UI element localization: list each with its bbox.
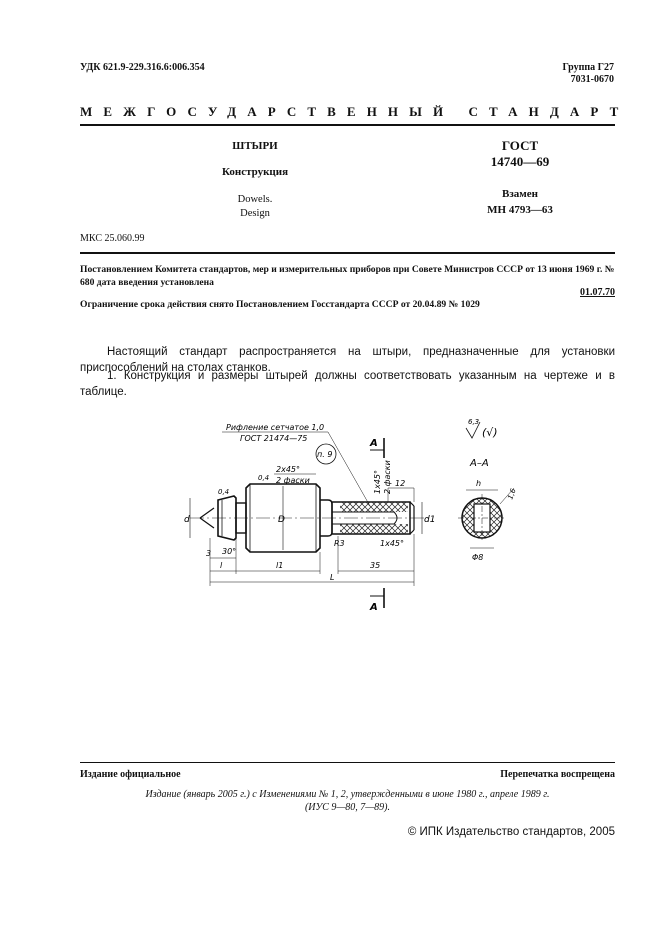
title-rule xyxy=(80,252,615,254)
title-english-1: Dowels. xyxy=(237,194,273,205)
group-code: Группа Г27 xyxy=(562,62,614,73)
dim-R3: R3 xyxy=(334,539,345,548)
knurl-note: Рифление сетчатое 1,0 xyxy=(226,423,325,432)
dim-d1: d1 xyxy=(424,515,436,525)
knurl-bottom xyxy=(340,524,408,534)
dim-l1: l1 xyxy=(276,561,284,570)
page-title: ШТЫРИ xyxy=(232,140,278,152)
footer-rule xyxy=(80,762,615,763)
section-mark-top: A xyxy=(370,438,378,449)
chamfer-3: 1x45° xyxy=(380,539,405,548)
edition-line-1: Издание (январь 2005 г.) с Изменениями № 1, 2, утвержденными в июне 1980 г., апреле 1989 г. xyxy=(145,789,550,800)
dim-d: d xyxy=(184,515,190,525)
dim-h: h xyxy=(476,479,482,488)
official-edition: Издание официальное xyxy=(80,769,181,780)
roughness-general: 6,3 xyxy=(468,418,480,426)
gost-label: ГОСТ xyxy=(501,138,539,153)
ref-circle-text: п. 9 xyxy=(317,450,333,459)
chamfer-1: 2x45° xyxy=(276,465,301,474)
copyright: © ИПК Издательство стандартов, 2005 xyxy=(407,826,615,838)
replaces-label: Взамен xyxy=(502,188,538,200)
mks-code: МКС 25.060.99 xyxy=(80,233,145,244)
reprint-notice: Перепечатка воспрещена xyxy=(500,769,615,780)
banner-rule xyxy=(80,124,615,126)
paragraph-scope: Настоящий стандарт распространяется на штыри, предназначенные для установки приспособлений на столах станков. xyxy=(80,346,615,374)
udk-code: УДК 621.9-229.316.6:006.354 xyxy=(80,62,205,73)
knurl-gost: ГОСТ 21474—75 xyxy=(240,434,308,443)
title-english-2: Design xyxy=(240,208,270,219)
knurl-top xyxy=(340,502,408,512)
section-view-title: A–A xyxy=(470,458,489,469)
okp-code: 7031-0670 xyxy=(570,74,614,85)
replaces-value: МН 4793—63 xyxy=(487,204,553,216)
dim-12: 12 xyxy=(395,479,406,488)
dim-D: D xyxy=(278,515,285,525)
dim-l: l xyxy=(220,561,223,570)
dim-3: 3 xyxy=(206,549,212,558)
standard-banner: МЕЖГОСУДАРСТВЕННЫЙ СТАНДАРТ xyxy=(80,104,630,119)
edition-line-2: (ИУС 9—80, 7—89). xyxy=(304,802,391,813)
page-subtitle: Конструкция xyxy=(221,166,289,178)
decree-text: Постановлением Комитета стандартов, мер и измерительных приборов при Совете Министров СССР от 13 июня 1969 г. № 680 дата введения установлена xyxy=(80,264,615,288)
dim-30: 30° xyxy=(222,547,237,556)
paragraph-clause-1: 1. Конструкция и размеры штырей должны соответствовать указанным на чертеже и в таблице. xyxy=(80,370,615,398)
gost-number: 14740—69 xyxy=(490,154,550,169)
dim-35: 35 xyxy=(370,561,381,570)
roughness-2: 0,4 xyxy=(258,474,270,482)
restriction-text: Ограничение срока действия снято Постановлением Госстандарта СССР от 20.04.89 № 1029 xyxy=(80,299,480,310)
roughness-rest: (√) xyxy=(482,426,498,439)
dim-L: L xyxy=(330,573,335,582)
chamfer-2: 1x45° xyxy=(373,469,382,494)
decree-date: 01.07.70 xyxy=(580,287,615,298)
section-mark-bottom: A xyxy=(370,602,378,613)
dim-phi8: Φ8 xyxy=(472,553,484,562)
technical-drawing xyxy=(170,408,620,618)
roughness-side: 1,6 xyxy=(506,487,518,501)
roughness-1: 0,4 xyxy=(218,488,230,496)
chamfer-1b: 2 фаски xyxy=(276,476,310,485)
chamfer-2b: 2 фаски xyxy=(383,460,392,494)
